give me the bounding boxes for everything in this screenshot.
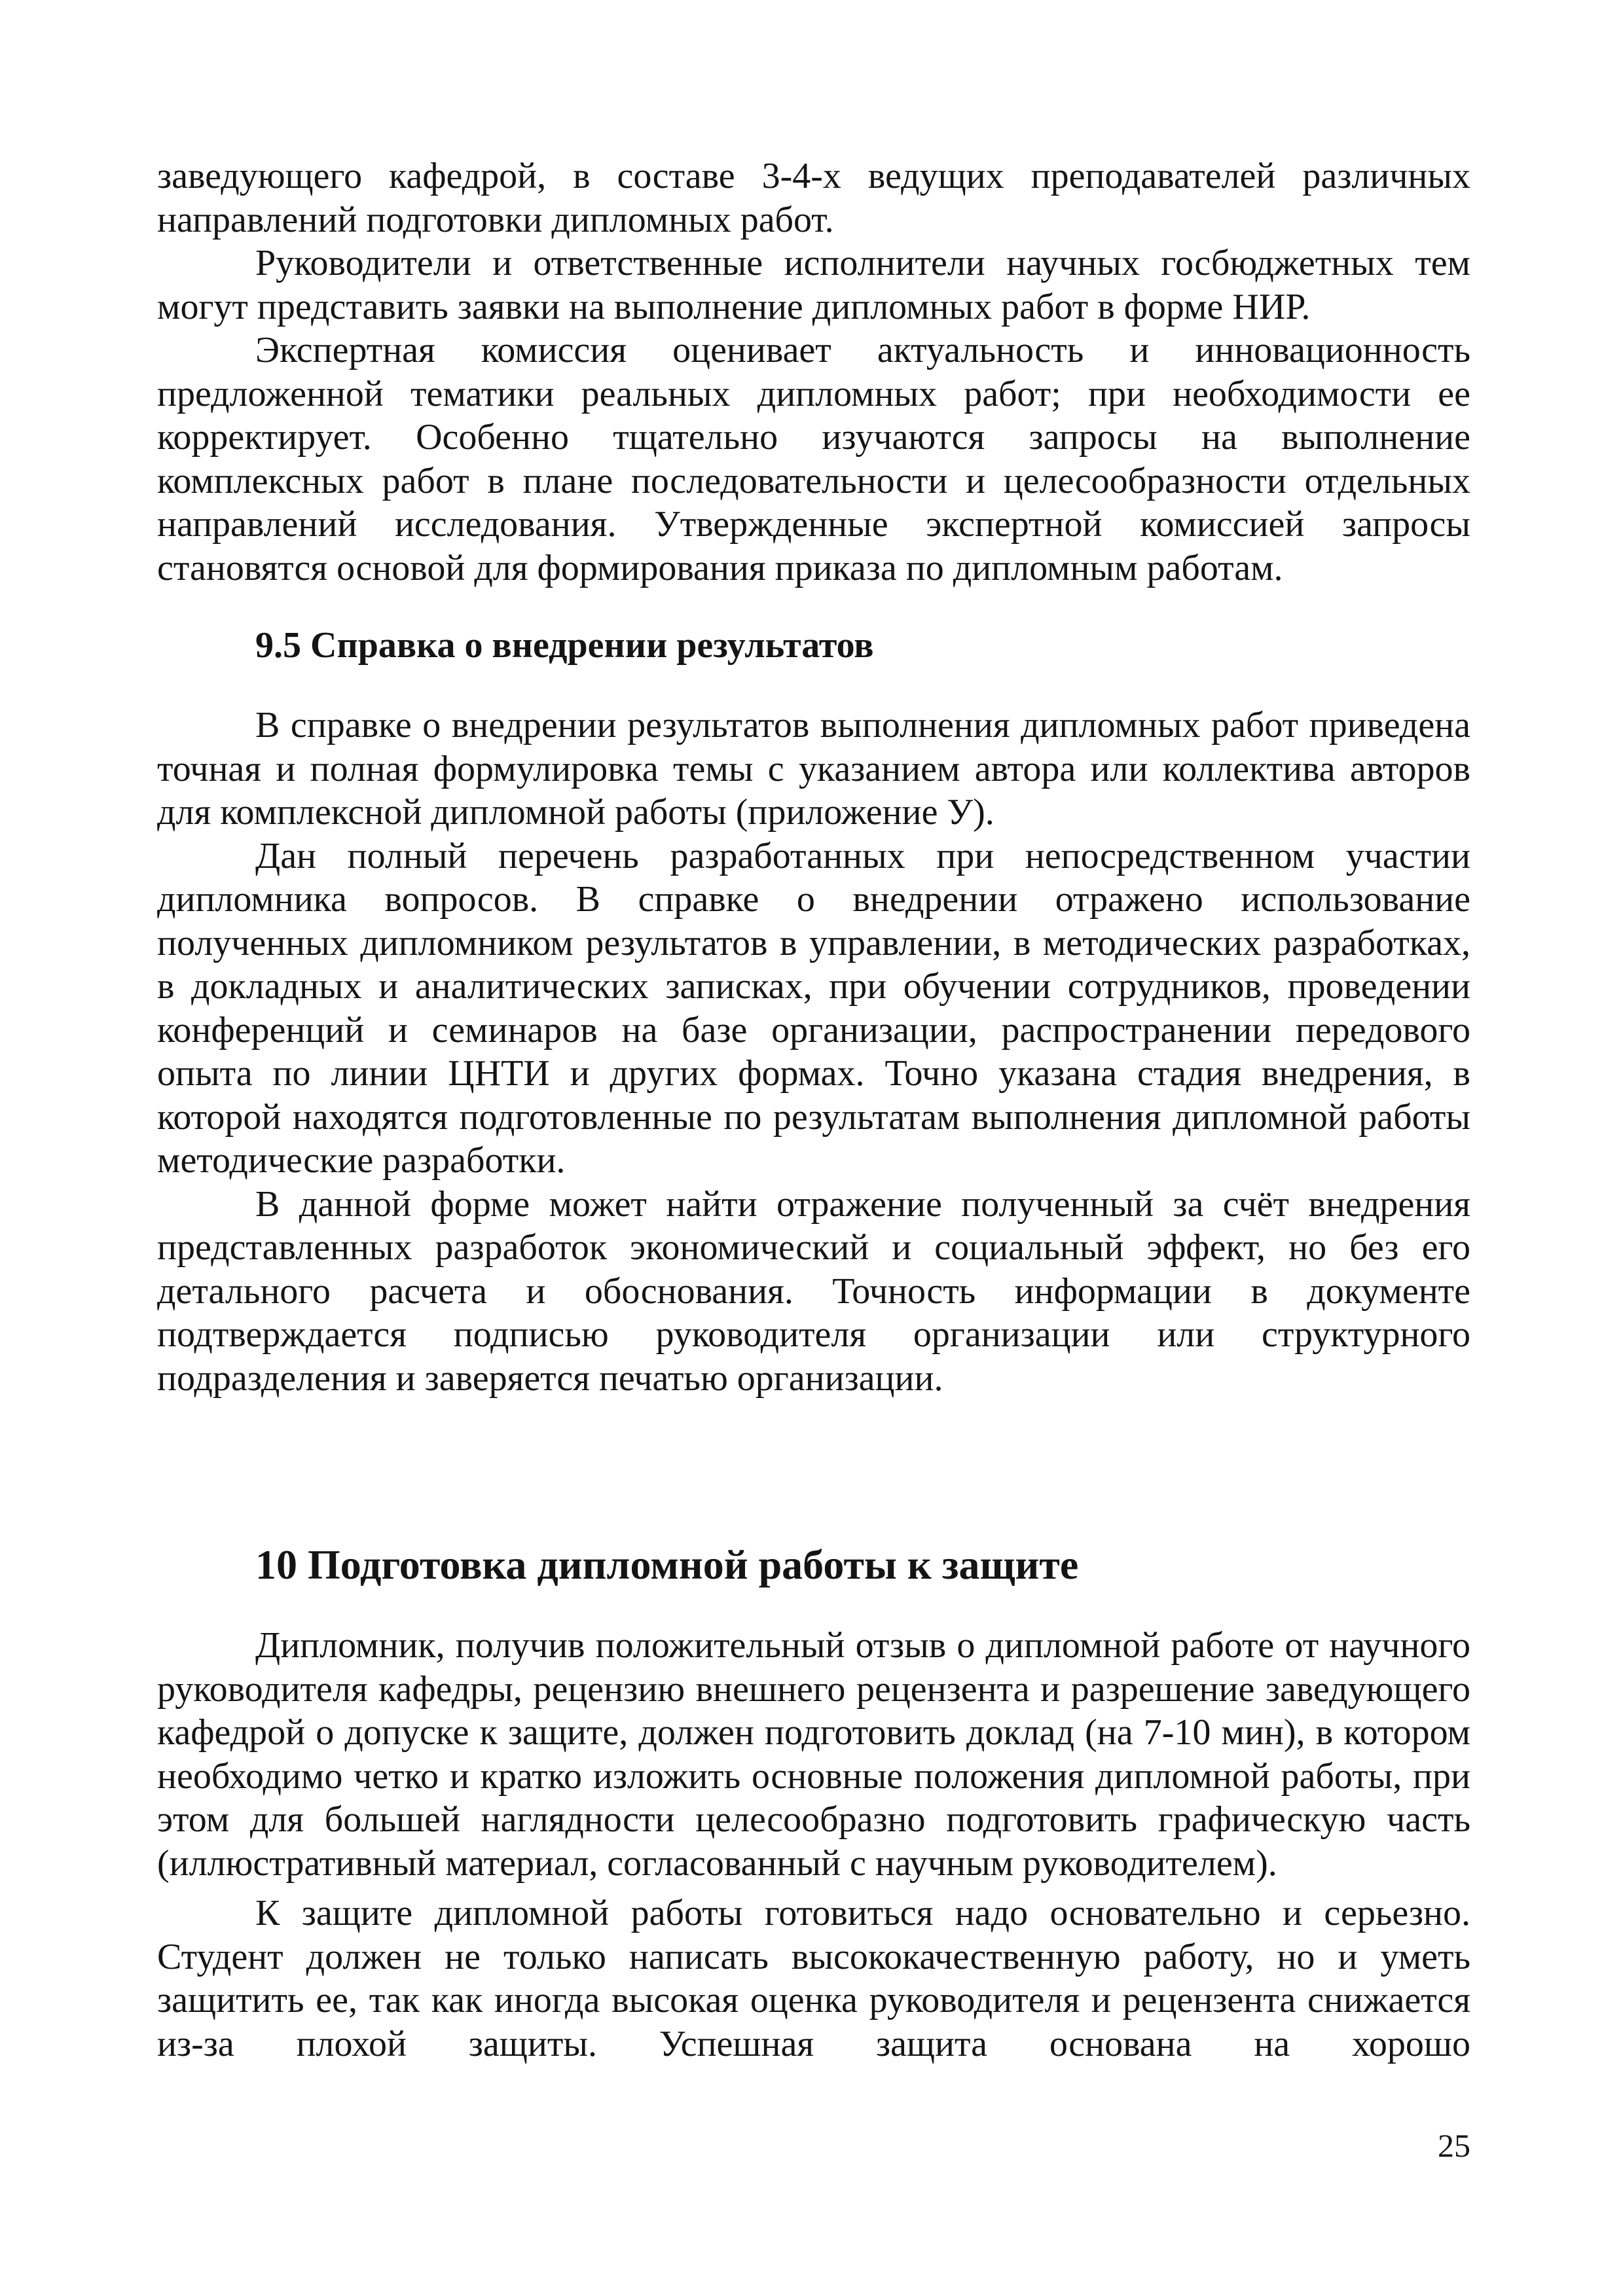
intro-paragraph-2: Руководители и ответственные исполнители научных госбюджетных тем могут представить заявки на выполнение дипломных работ в форме НИР. (157, 243, 1470, 327)
section-9-5-heading: 9.5 Справка о внедрении результатов (255, 625, 874, 666)
section-9-5-paragraph-2: Дан полный перечень разработанных при непосредственном участии дипломника вопросов. В справке о внедрении отражено использование полученных дипломником результатов в управлении, в методических разработках, в докладных и аналитических записках, при обучении сотрудников, проведении конференций и семинаров на базе организации, распространении передового опыта по линии ЦНТИ и других формах. Точно указана стадия внедрения, в которой находятся подготовленные по результатам выполнения дипломной работы методические разработки. (157, 835, 1470, 1181)
page-number: 25 (1438, 2127, 1470, 2164)
section-10-paragraph-1: Дипломник, получив положительный отзыв о дипломной работе от научного руководителя кафедры, рецензию внешнего рецензента и разрешение заведующего кафедрой о допуске к защите, должен подготовить доклад (на 7-10 мин), в котором необходимо четко и кратко изложить основные положения дипломной работы, при этом для большей наглядности целесообразно подготовить графическую часть (иллюстративный материал, согласованный с научным руководителем). (157, 1625, 1470, 1884)
intro-paragraph-3: Экспертная комиссия оценивает актуальность и инновационность предложенной тематики реальных дипломных работ; при необходимости ее корректирует. Особенно тщательно изучаются запросы на выполнение комплексных работ в плане последовательности и целесообразности отдельных направлений исследования. Утвержденные экспертной комиссией запросы становятся основой для формирования приказа по дипломным работам. (157, 330, 1470, 588)
section-10-paragraph-2: К защите дипломной работы готовиться надо основательно и серьезно. Студент должен не только написать высококачественную работу, но и уметь защитить ее, так как иногда высокая оценка руководителя и рецензента снижается из-за плохой защиты. Успешная защита основана на хорошо (157, 1893, 1470, 2064)
section-10-heading: 10 Подготовка дипломной работы к защите (255, 1541, 1079, 1588)
intro-continuation-paragraph: заведующего кафедрой, в составе 3-4-х ведущих преподавателей различных направлений подготовки дипломных работ. (157, 156, 1470, 240)
section-9-5-paragraph-3: В данной форме может найти отражение полученный за счёт внедрения представленных разработок экономический и социальный эффект, но без его детального расчета и обоснования. Точность информации в документе подтверждается подписью руководителя организации или структурного подразделения и заверяется печатью организации. (157, 1183, 1470, 1399)
document-page (157, 154, 1470, 2066)
section-9-5-paragraph-1: В справке о внедрении результатов выполнения дипломных работ приведена точная и полная формулировка темы с указанием автора или коллектива авторов для комплексной дипломной работы (приложение У). (157, 705, 1470, 833)
